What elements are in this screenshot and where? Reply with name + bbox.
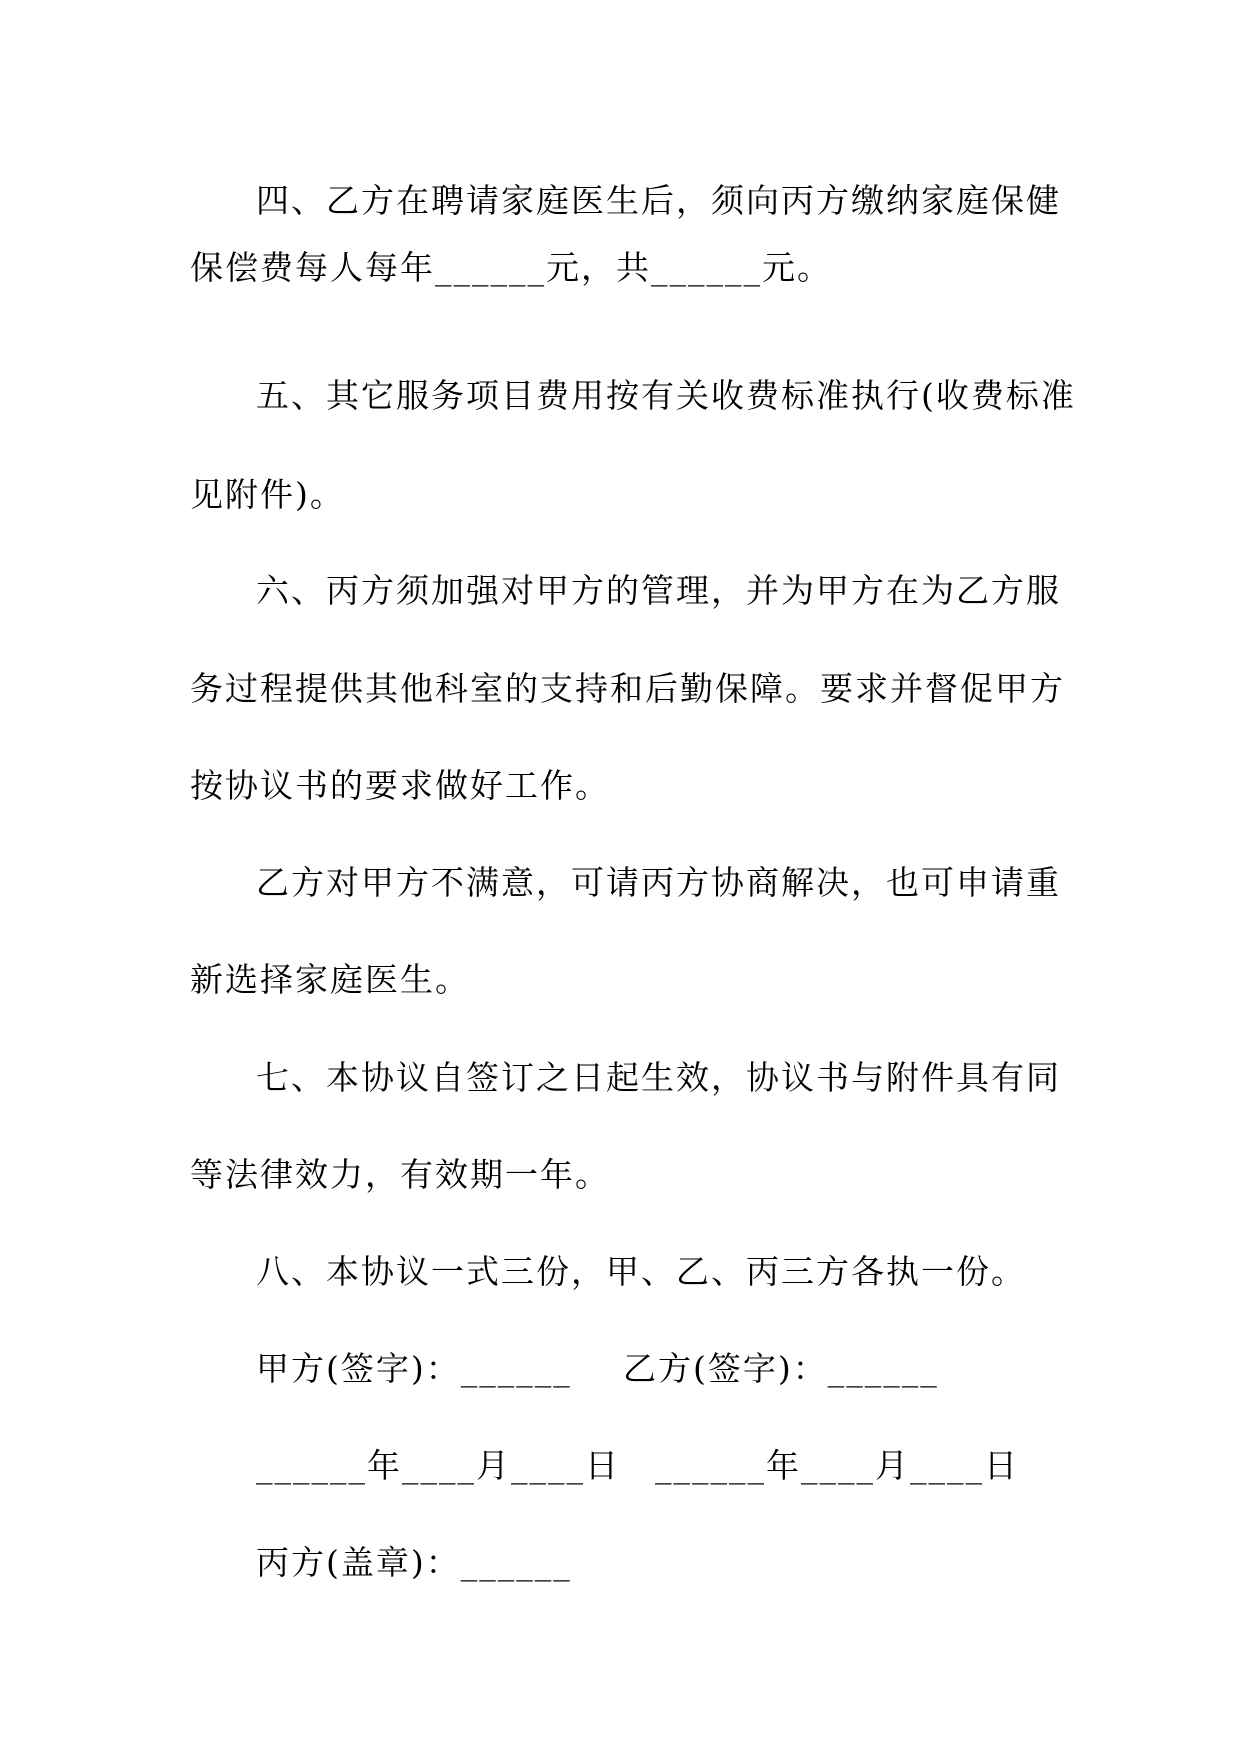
clause-6-extra-line-2: 新选择家庭医生。 — [190, 960, 470, 999]
party-b-signature: 乙方(签字)：______ — [623, 1349, 939, 1388]
clause-7-line-1: 七、本协议自签订之日起生效，协议书与附件具有同 — [256, 1058, 1061, 1097]
clause-4-line-2: 保偿费每人每年______元，共______元。 — [190, 248, 832, 287]
clause-6-line-1: 六、丙方须加强对甲方的管理，并为甲方在为乙方服 — [256, 571, 1061, 610]
clause-7-line-2: 等法律效力，有效期一年。 — [190, 1155, 610, 1194]
party-a-date: ______年____月____日 — [256, 1446, 620, 1485]
party-c-seal: 丙方(盖章)：______ — [256, 1543, 572, 1582]
clause-4-line-1: 四、乙方在聘请家庭医生后，须向丙方缴纳家庭保健 — [256, 181, 1061, 220]
party-a-signature: 甲方(签字)：______ — [256, 1349, 572, 1388]
clause-8-line-1: 八、本协议一式三份，甲、乙、丙三方各执一份。 — [256, 1252, 1026, 1291]
clause-6-line-3: 按协议书的要求做好工作。 — [190, 766, 610, 805]
clause-5-line-2: 见附件)。 — [190, 475, 345, 514]
clause-5-line-1: 五、其它服务项目费用按有关收费标准执行(收费标准 — [256, 376, 1076, 415]
party-b-date: ______年____月____日 — [655, 1446, 1019, 1485]
clause-6-line-2: 务过程提供其他科室的支持和后勤保障。要求并督促甲方 — [190, 669, 1065, 708]
clause-6-extra-line-1: 乙方对甲方不满意，可请丙方协商解决，也可申请重 — [256, 863, 1061, 902]
